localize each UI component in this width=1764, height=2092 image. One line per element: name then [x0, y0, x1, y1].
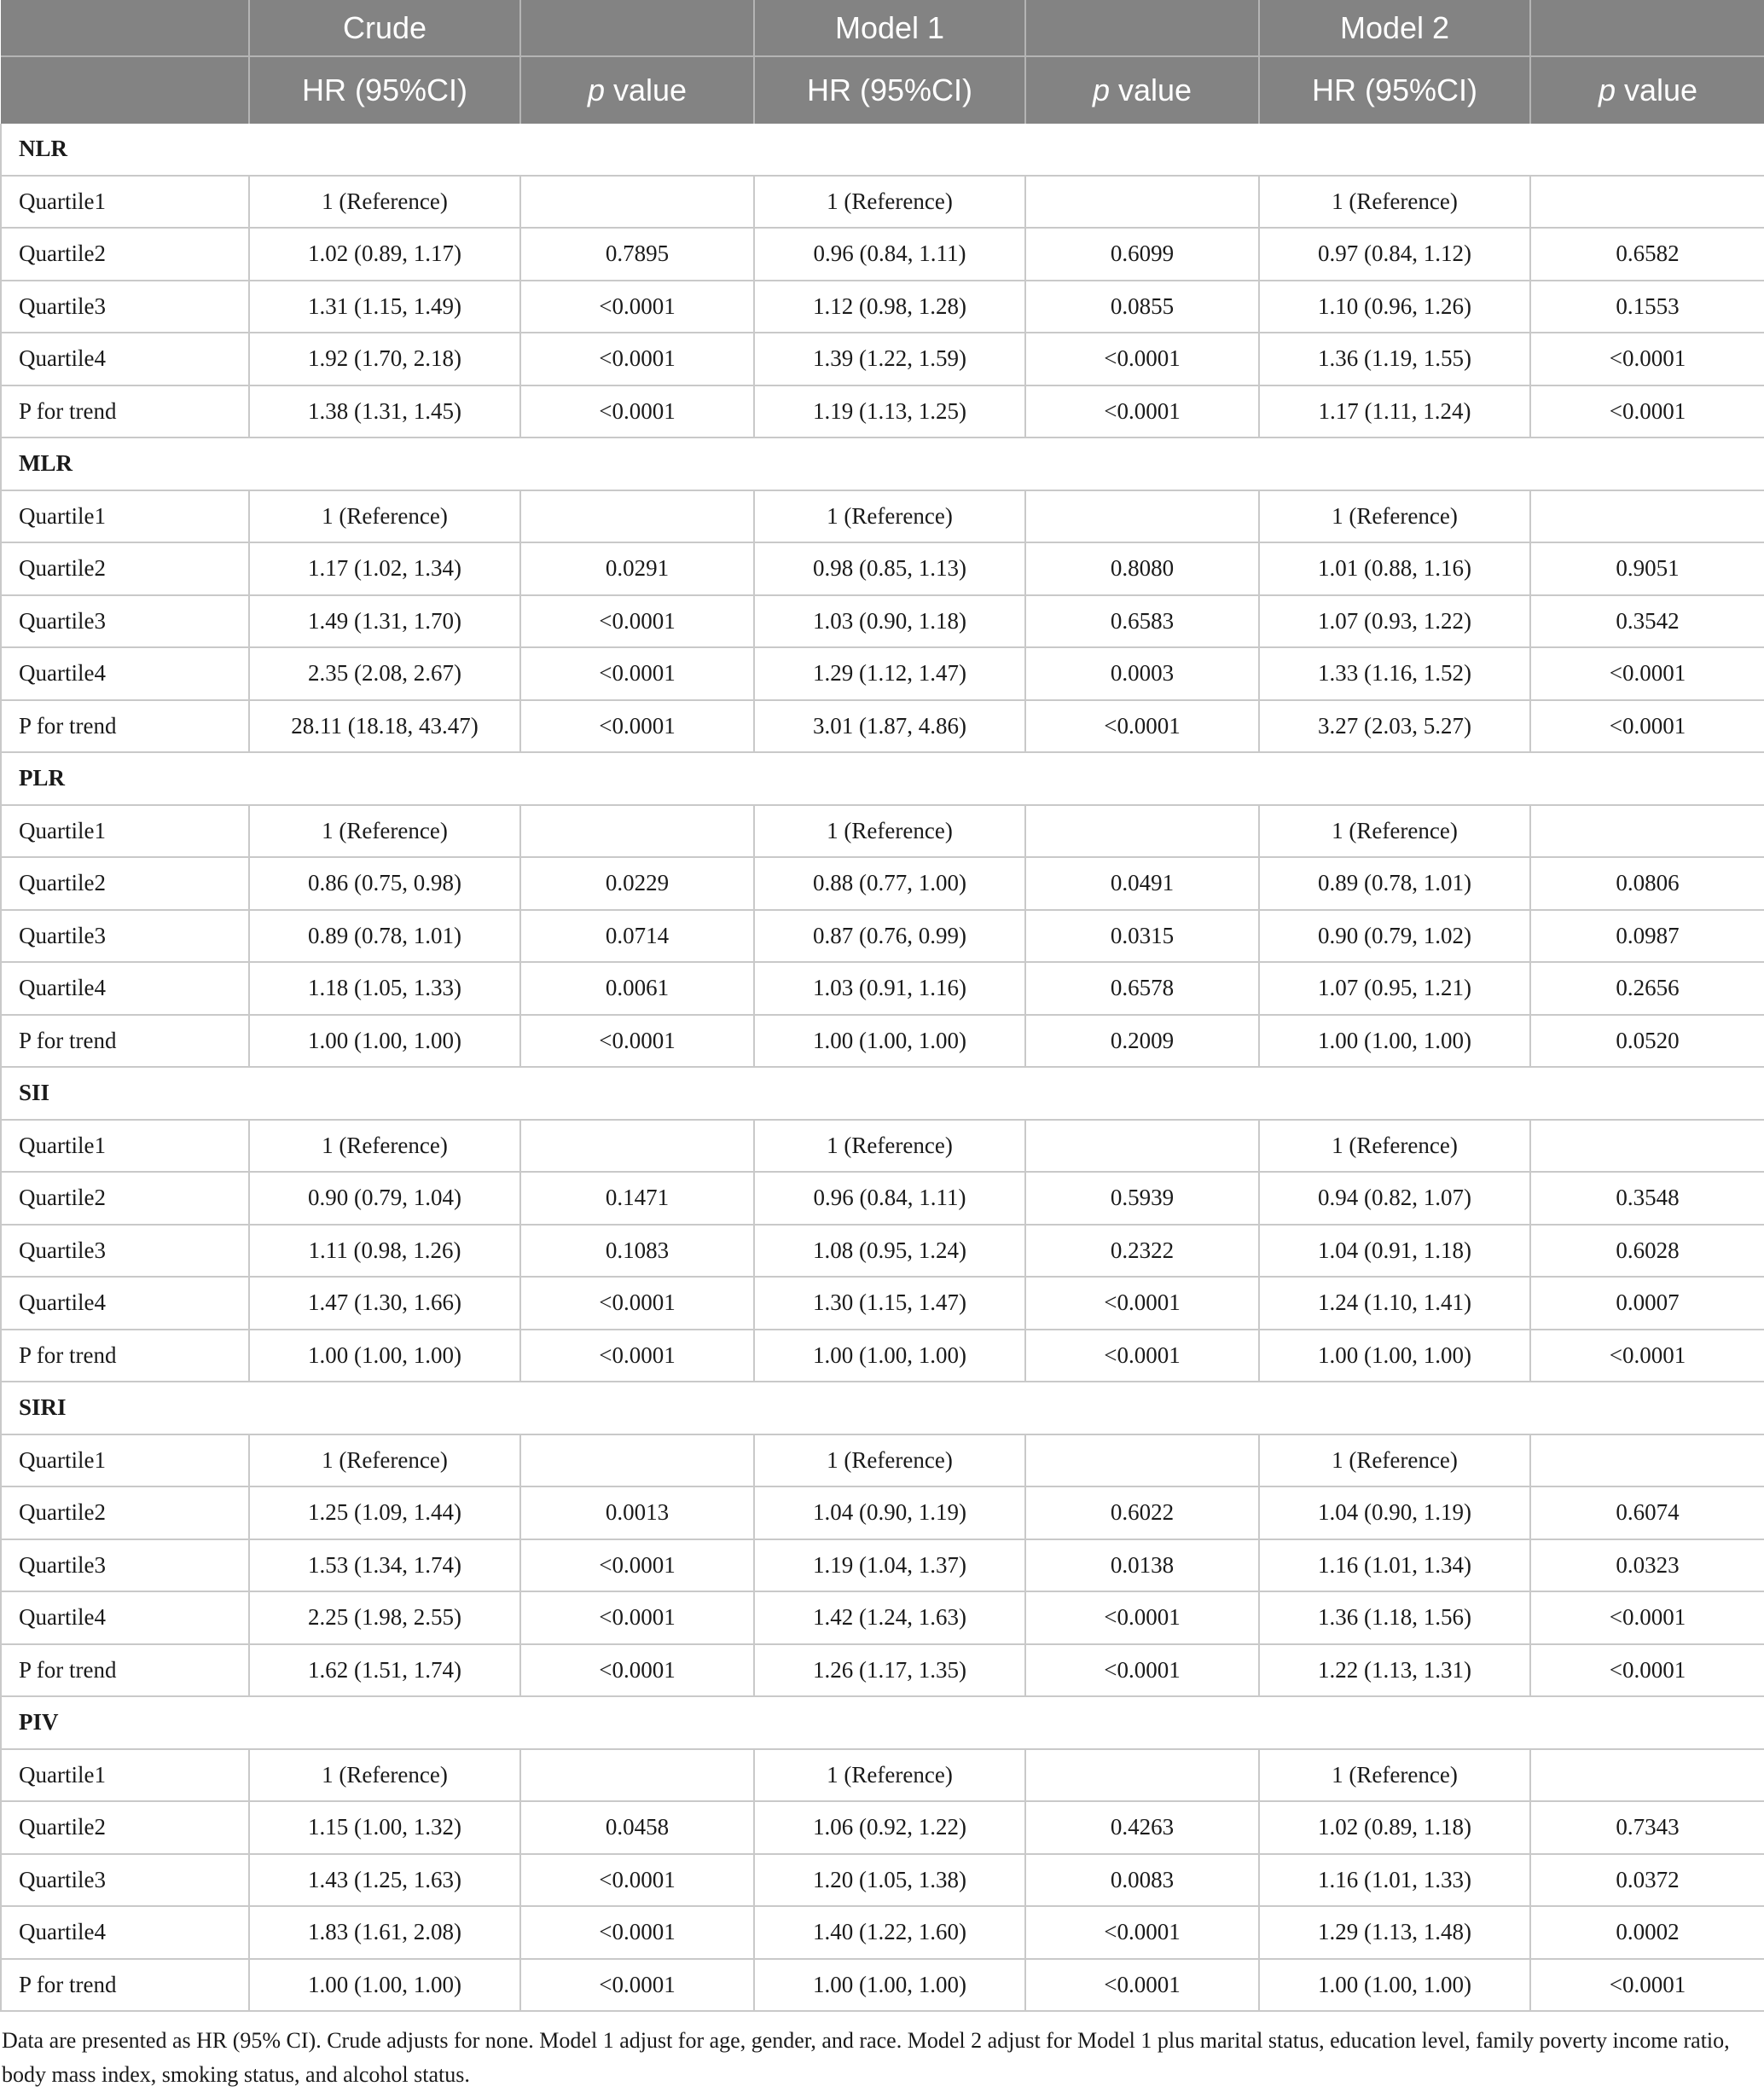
row-label: P for trend	[1, 1644, 249, 1697]
table-cell: 1 (Reference)	[754, 176, 1025, 229]
table-cell: 0.6582	[1530, 228, 1764, 281]
table-cell: 1.15 (1.00, 1.32)	[249, 1801, 520, 1854]
table-cell: 0.0138	[1025, 1539, 1259, 1592]
table-row	[1, 1854, 1764, 1907]
row-label: Quartile2	[1, 228, 249, 281]
table-cell	[1025, 490, 1259, 543]
table-cell: 1 (Reference)	[249, 176, 520, 229]
table-row	[1, 1959, 1764, 2012]
table-cell: 1.12 (0.98, 1.28)	[754, 281, 1025, 333]
table-cell: 1.53 (1.34, 1.74)	[249, 1539, 520, 1592]
table-cell: 1 (Reference)	[754, 1749, 1025, 1802]
table-cell: 1.26 (1.17, 1.35)	[754, 1644, 1025, 1697]
header-subheader-cell	[1, 56, 249, 124]
table-cell: 1.29 (1.12, 1.47)	[754, 647, 1025, 700]
table-row	[1, 490, 1764, 543]
table-cell: 1.10 (0.96, 1.26)	[1259, 281, 1530, 333]
table-cell: <0.0001	[520, 1644, 754, 1697]
table-row	[1, 700, 1764, 753]
table-cell: 1 (Reference)	[1259, 176, 1530, 229]
table-row	[1, 1330, 1764, 1382]
table-cell: <0.0001	[1025, 1330, 1259, 1382]
table-cell: <0.0001	[520, 1330, 754, 1382]
table-cell: 1.47 (1.30, 1.66)	[249, 1277, 520, 1330]
header-subheader-cell: HR (95%CI)	[1259, 56, 1530, 124]
row-label: Quartile4	[1, 647, 249, 700]
table-cell: 1 (Reference)	[754, 490, 1025, 543]
row-label: Quartile1	[1, 490, 249, 543]
table-cell: 1.00 (1.00, 1.00)	[1259, 1015, 1530, 1068]
table-cell: <0.0001	[520, 700, 754, 753]
table-cell: 0.0520	[1530, 1015, 1764, 1068]
table-cell: 0.6578	[1025, 962, 1259, 1015]
table-cell: 0.90 (0.79, 1.02)	[1259, 910, 1530, 963]
row-label: Quartile4	[1, 1277, 249, 1330]
table-cell: 1.25 (1.09, 1.44)	[249, 1486, 520, 1539]
table-cell	[1530, 805, 1764, 858]
table-cell: 1.40 (1.22, 1.60)	[754, 1906, 1025, 1959]
table-cell: 0.6022	[1025, 1486, 1259, 1539]
p-suffix: value	[1109, 72, 1192, 107]
table-cell: 0.0458	[520, 1801, 754, 1854]
table-cell: 1 (Reference)	[249, 1120, 520, 1173]
table-cell: 0.1083	[520, 1225, 754, 1278]
table-cell: 1 (Reference)	[754, 1120, 1025, 1173]
table-cell: 3.27 (2.03, 5.27)	[1259, 700, 1530, 753]
table-cell: 3.01 (1.87, 4.86)	[754, 700, 1025, 753]
table-row	[1, 962, 1764, 1015]
header-group-row	[1, 0, 1764, 56]
table-cell: 1.30 (1.15, 1.47)	[754, 1277, 1025, 1330]
table-cell: <0.0001	[1530, 700, 1764, 753]
row-label: Quartile2	[1, 1172, 249, 1225]
table-cell: 1.07 (0.93, 1.22)	[1259, 595, 1530, 648]
table-cell: 0.97 (0.84, 1.12)	[1259, 228, 1530, 281]
table-cell: 0.0372	[1530, 1854, 1764, 1907]
header-subheader-cell: HR (95%CI)	[754, 56, 1025, 124]
group-label: SII	[1, 1067, 1764, 1120]
table-cell	[1530, 1434, 1764, 1487]
table-cell: 1.92 (1.70, 2.18)	[249, 333, 520, 385]
table-cell: 0.2009	[1025, 1015, 1259, 1068]
table-cell: 0.96 (0.84, 1.11)	[754, 1172, 1025, 1225]
table-cell: <0.0001	[520, 647, 754, 700]
group-label: SIRI	[1, 1382, 1764, 1434]
table-cell: 0.3542	[1530, 595, 1764, 648]
header-group-cell: Crude	[249, 0, 520, 56]
row-label: Quartile2	[1, 857, 249, 910]
table-cell: 0.0013	[520, 1486, 754, 1539]
row-label: P for trend	[1, 1959, 249, 2012]
table-row	[1, 1801, 1764, 1854]
table-cell: 1.04 (0.90, 1.19)	[1259, 1486, 1530, 1539]
table-cell: 1.19 (1.13, 1.25)	[754, 385, 1025, 438]
row-label: Quartile4	[1, 1906, 249, 1959]
table-cell: 1.08 (0.95, 1.24)	[754, 1225, 1025, 1278]
row-label: Quartile4	[1, 962, 249, 1015]
group-header-row	[1, 1382, 1764, 1434]
table-cell: <0.0001	[1530, 1959, 1764, 2012]
table-cell: 0.98 (0.85, 1.13)	[754, 542, 1025, 595]
table-row	[1, 595, 1764, 648]
table-cell	[1530, 176, 1764, 229]
p-symbol: p	[1092, 72, 1110, 107]
table-cell: 0.6028	[1530, 1225, 1764, 1278]
table-row	[1, 281, 1764, 333]
row-label: Quartile3	[1, 281, 249, 333]
header-group-cell	[1025, 0, 1259, 56]
table-cell: 1.39 (1.22, 1.59)	[754, 333, 1025, 385]
header-subheader-cell	[1530, 56, 1764, 124]
table-cell: 0.0003	[1025, 647, 1259, 700]
table-cell: <0.0001	[520, 1015, 754, 1068]
table-cell: 1.16 (1.01, 1.34)	[1259, 1539, 1530, 1592]
table-cell: <0.0001	[1025, 1277, 1259, 1330]
table-cell: 0.9051	[1530, 542, 1764, 595]
table-cell: 0.0007	[1530, 1277, 1764, 1330]
table-cell: <0.0001	[520, 1906, 754, 1959]
table-row	[1, 1015, 1764, 1068]
table-cell: 1.00 (1.00, 1.00)	[1259, 1959, 1530, 2012]
table-cell: 0.7895	[520, 228, 754, 281]
table-cell: 0.0315	[1025, 910, 1259, 963]
group-header-row	[1, 1696, 1764, 1749]
table-cell: 0.0291	[520, 542, 754, 595]
table-cell: 0.0229	[520, 857, 754, 910]
table-cell: 1 (Reference)	[249, 805, 520, 858]
group-header-row	[1, 752, 1764, 805]
table-cell: 1.36 (1.19, 1.55)	[1259, 333, 1530, 385]
table-header	[1, 0, 1764, 124]
table-cell: 1.18 (1.05, 1.33)	[249, 962, 520, 1015]
header-subheader-cell	[1025, 56, 1259, 124]
table-cell: 0.86 (0.75, 0.98)	[249, 857, 520, 910]
table-row	[1, 1277, 1764, 1330]
p-suffix: value	[1615, 72, 1698, 107]
table-cell: 0.6583	[1025, 595, 1259, 648]
group-label: MLR	[1, 438, 1764, 490]
table-cell: <0.0001	[1530, 647, 1764, 700]
table-cell: 1.17 (1.11, 1.24)	[1259, 385, 1530, 438]
table-cell: 1.83 (1.61, 2.08)	[249, 1906, 520, 1959]
header-group-cell	[1, 0, 249, 56]
table-cell: <0.0001	[520, 1539, 754, 1592]
row-label: Quartile3	[1, 1225, 249, 1278]
table-body	[1, 124, 1764, 2011]
group-header-row	[1, 1067, 1764, 1120]
row-label: P for trend	[1, 700, 249, 753]
table-cell: 1 (Reference)	[249, 1749, 520, 1802]
row-label: Quartile2	[1, 1801, 249, 1854]
table-cell: 0.0855	[1025, 281, 1259, 333]
row-label: Quartile1	[1, 1120, 249, 1173]
table-cell	[1530, 1120, 1764, 1173]
table-cell: 0.87 (0.76, 0.99)	[754, 910, 1025, 963]
table-cell: <0.0001	[1025, 1959, 1259, 2012]
table-cell: <0.0001	[520, 1854, 754, 1907]
table-cell: 1.24 (1.10, 1.41)	[1259, 1277, 1530, 1330]
table-row	[1, 1906, 1764, 1959]
table-cell: 1.19 (1.04, 1.37)	[754, 1539, 1025, 1592]
table-row	[1, 910, 1764, 963]
table-cell: 0.0491	[1025, 857, 1259, 910]
table-cell: 1.36 (1.18, 1.56)	[1259, 1591, 1530, 1644]
group-label: PLR	[1, 752, 1764, 805]
row-label: Quartile1	[1, 176, 249, 229]
table-cell	[520, 176, 754, 229]
table-cell: <0.0001	[520, 281, 754, 333]
table-row	[1, 176, 1764, 229]
table-row	[1, 857, 1764, 910]
table-cell: 2.35 (2.08, 2.67)	[249, 647, 520, 700]
table-cell: 0.5939	[1025, 1172, 1259, 1225]
table-cell: 1.04 (0.91, 1.18)	[1259, 1225, 1530, 1278]
table-row	[1, 1749, 1764, 1802]
table-row	[1, 1486, 1764, 1539]
table-cell: 1.00 (1.00, 1.00)	[249, 1330, 520, 1382]
table-cell: 2.25 (1.98, 2.55)	[249, 1591, 520, 1644]
table-cell	[520, 805, 754, 858]
group-label: PIV	[1, 1696, 1764, 1749]
table-cell	[520, 1434, 754, 1487]
table-cell	[1025, 1120, 1259, 1173]
table-row	[1, 1434, 1764, 1487]
table-row	[1, 228, 1764, 281]
row-label: Quartile3	[1, 1539, 249, 1592]
table-cell	[520, 490, 754, 543]
table-cell: 0.96 (0.84, 1.11)	[754, 228, 1025, 281]
table-cell: 1.38 (1.31, 1.45)	[249, 385, 520, 438]
table-cell: 1 (Reference)	[754, 1434, 1025, 1487]
row-label: Quartile3	[1, 1854, 249, 1907]
table-cell: 1.22 (1.13, 1.31)	[1259, 1644, 1530, 1697]
table-cell: 0.6074	[1530, 1486, 1764, 1539]
table-cell: 0.3548	[1530, 1172, 1764, 1225]
row-label: Quartile2	[1, 1486, 249, 1539]
table-cell: 1.01 (0.88, 1.16)	[1259, 542, 1530, 595]
table-cell: 1 (Reference)	[1259, 1434, 1530, 1487]
table-cell: 0.90 (0.79, 1.04)	[249, 1172, 520, 1225]
table-cell: <0.0001	[520, 1959, 754, 2012]
table-cell: 0.0987	[1530, 910, 1764, 963]
table-row	[1, 385, 1764, 438]
table-cell: 1 (Reference)	[249, 1434, 520, 1487]
table-cell: 1 (Reference)	[754, 805, 1025, 858]
table-cell: 1.00 (1.00, 1.00)	[754, 1959, 1025, 2012]
table-cell: <0.0001	[520, 333, 754, 385]
table-footnote: Data are presented as HR (95% CI). Crude adjusts for none. Model 1 adjust for age, gender, and race. Model 2 adjust for Model 1 plus marital status, education level, family poverty income ratio, body mass index, smoking status, and alcohol status.	[2, 2028, 1730, 2087]
table-cell: <0.0001	[1530, 333, 1764, 385]
table-cell	[520, 1749, 754, 1802]
table-cell: <0.0001	[520, 385, 754, 438]
row-label: Quartile1	[1, 805, 249, 858]
table-cell: 0.2322	[1025, 1225, 1259, 1278]
table-row	[1, 333, 1764, 385]
table-cell	[1530, 1749, 1764, 1802]
p-symbol: p	[587, 72, 605, 107]
table-cell: 1.04 (0.90, 1.19)	[754, 1486, 1025, 1539]
group-header-row	[1, 438, 1764, 490]
table-cell: <0.0001	[520, 1277, 754, 1330]
row-label: Quartile3	[1, 910, 249, 963]
table-row	[1, 1120, 1764, 1173]
table-cell: 1.00 (1.00, 1.00)	[249, 1959, 520, 2012]
table-cell: 1.03 (0.90, 1.18)	[754, 595, 1025, 648]
table-cell: 1 (Reference)	[249, 490, 520, 543]
table-cell: <0.0001	[1530, 1330, 1764, 1382]
table-cell: 1 (Reference)	[1259, 490, 1530, 543]
table-cell: 1.06 (0.92, 1.22)	[754, 1801, 1025, 1854]
header-group-cell: Model 2	[1259, 0, 1530, 56]
table-row	[1, 1539, 1764, 1592]
row-label: P for trend	[1, 1330, 249, 1382]
header-group-cell	[1530, 0, 1764, 56]
table-cell: 1.00 (1.00, 1.00)	[249, 1015, 520, 1068]
table-cell: 1.31 (1.15, 1.49)	[249, 281, 520, 333]
table-cell: 0.0806	[1530, 857, 1764, 910]
table-cell: 0.8080	[1025, 542, 1259, 595]
table-cell: <0.0001	[1025, 385, 1259, 438]
header-subheader-cell: HR (95%CI)	[249, 56, 520, 124]
table-cell: 1.00 (1.00, 1.00)	[1259, 1330, 1530, 1382]
row-label: Quartile1	[1, 1749, 249, 1802]
table-cell: 1.29 (1.13, 1.48)	[1259, 1906, 1530, 1959]
table-cell: 1.16 (1.01, 1.33)	[1259, 1854, 1530, 1907]
table-cell: 1.00 (1.00, 1.00)	[754, 1015, 1025, 1068]
table-cell: <0.0001	[1025, 1591, 1259, 1644]
table-cell: <0.0001	[1025, 1644, 1259, 1697]
table-cell: 0.0323	[1530, 1539, 1764, 1592]
table-cell: 28.11 (18.18, 43.47)	[249, 700, 520, 753]
table-cell	[520, 1120, 754, 1173]
table-cell: <0.0001	[1530, 1644, 1764, 1697]
table-row	[1, 1591, 1764, 1644]
table-cell: 1 (Reference)	[1259, 1749, 1530, 1802]
table-cell: 0.89 (0.78, 1.01)	[1259, 857, 1530, 910]
row-label: Quartile1	[1, 1434, 249, 1487]
table-cell: 1.00 (1.00, 1.00)	[754, 1330, 1025, 1382]
table-cell: 0.7343	[1530, 1801, 1764, 1854]
table-cell: <0.0001	[1025, 1906, 1259, 1959]
table-row	[1, 1225, 1764, 1278]
table-cell: 1.33 (1.16, 1.52)	[1259, 647, 1530, 700]
table-cell: 0.4263	[1025, 1801, 1259, 1854]
table-cell: 1.02 (0.89, 1.17)	[249, 228, 520, 281]
header-group-cell: Model 1	[754, 0, 1025, 56]
table-cell: 1.07 (0.95, 1.21)	[1259, 962, 1530, 1015]
table-cell: 1.43 (1.25, 1.63)	[249, 1854, 520, 1907]
table-row	[1, 805, 1764, 858]
table-cell: <0.0001	[520, 1591, 754, 1644]
table-cell: <0.0001	[1025, 700, 1259, 753]
table-cell: 1.42 (1.24, 1.63)	[754, 1591, 1025, 1644]
table-cell: 1.49 (1.31, 1.70)	[249, 595, 520, 648]
table-cell: 0.0002	[1530, 1906, 1764, 1959]
row-label: Quartile4	[1, 1591, 249, 1644]
row-label: P for trend	[1, 1015, 249, 1068]
table-cell	[1025, 176, 1259, 229]
table-cell: <0.0001	[520, 595, 754, 648]
table-cell: 0.6099	[1025, 228, 1259, 281]
row-label: Quartile2	[1, 542, 249, 595]
table-cell: 0.88 (0.77, 1.00)	[754, 857, 1025, 910]
header-subheader-cell	[520, 56, 754, 124]
table-cell: 1.03 (0.91, 1.16)	[754, 962, 1025, 1015]
header-group-cell	[520, 0, 754, 56]
row-label: P for trend	[1, 385, 249, 438]
table-cell: 1.11 (0.98, 1.26)	[249, 1225, 520, 1278]
table-cell: 0.1471	[520, 1172, 754, 1225]
table-cell: 1.20 (1.05, 1.38)	[754, 1854, 1025, 1907]
table-cell: 0.0083	[1025, 1854, 1259, 1907]
table-cell: <0.0001	[1530, 385, 1764, 438]
table-cell: <0.0001	[1025, 333, 1259, 385]
p-suffix: value	[604, 72, 688, 107]
group-header-row	[1, 124, 1764, 176]
table-row	[1, 542, 1764, 595]
table-cell: 0.0714	[520, 910, 754, 963]
row-label: Quartile4	[1, 333, 249, 385]
table-cell: 0.89 (0.78, 1.01)	[249, 910, 520, 963]
table-cell	[1530, 490, 1764, 543]
table-cell: 0.2656	[1530, 962, 1764, 1015]
table-row	[1, 1644, 1764, 1697]
table-cell: 1.17 (1.02, 1.34)	[249, 542, 520, 595]
table-row	[1, 647, 1764, 700]
table-cell	[1025, 1749, 1259, 1802]
table-cell	[1025, 1434, 1259, 1487]
table-cell: 1 (Reference)	[1259, 1120, 1530, 1173]
group-label: NLR	[1, 124, 1764, 176]
table-cell: 1.02 (0.89, 1.18)	[1259, 1801, 1530, 1854]
table-cell	[1025, 805, 1259, 858]
table-row	[1, 1172, 1764, 1225]
table-cell: 1.62 (1.51, 1.74)	[249, 1644, 520, 1697]
table-cell: 0.0061	[520, 962, 754, 1015]
row-label: Quartile3	[1, 595, 249, 648]
header-subheader-row	[1, 56, 1764, 124]
p-symbol: p	[1598, 72, 1616, 107]
table-cell: 0.1553	[1530, 281, 1764, 333]
table-cell: <0.0001	[1530, 1591, 1764, 1644]
table-cell: 1 (Reference)	[1259, 805, 1530, 858]
table-cell: 0.94 (0.82, 1.07)	[1259, 1172, 1530, 1225]
